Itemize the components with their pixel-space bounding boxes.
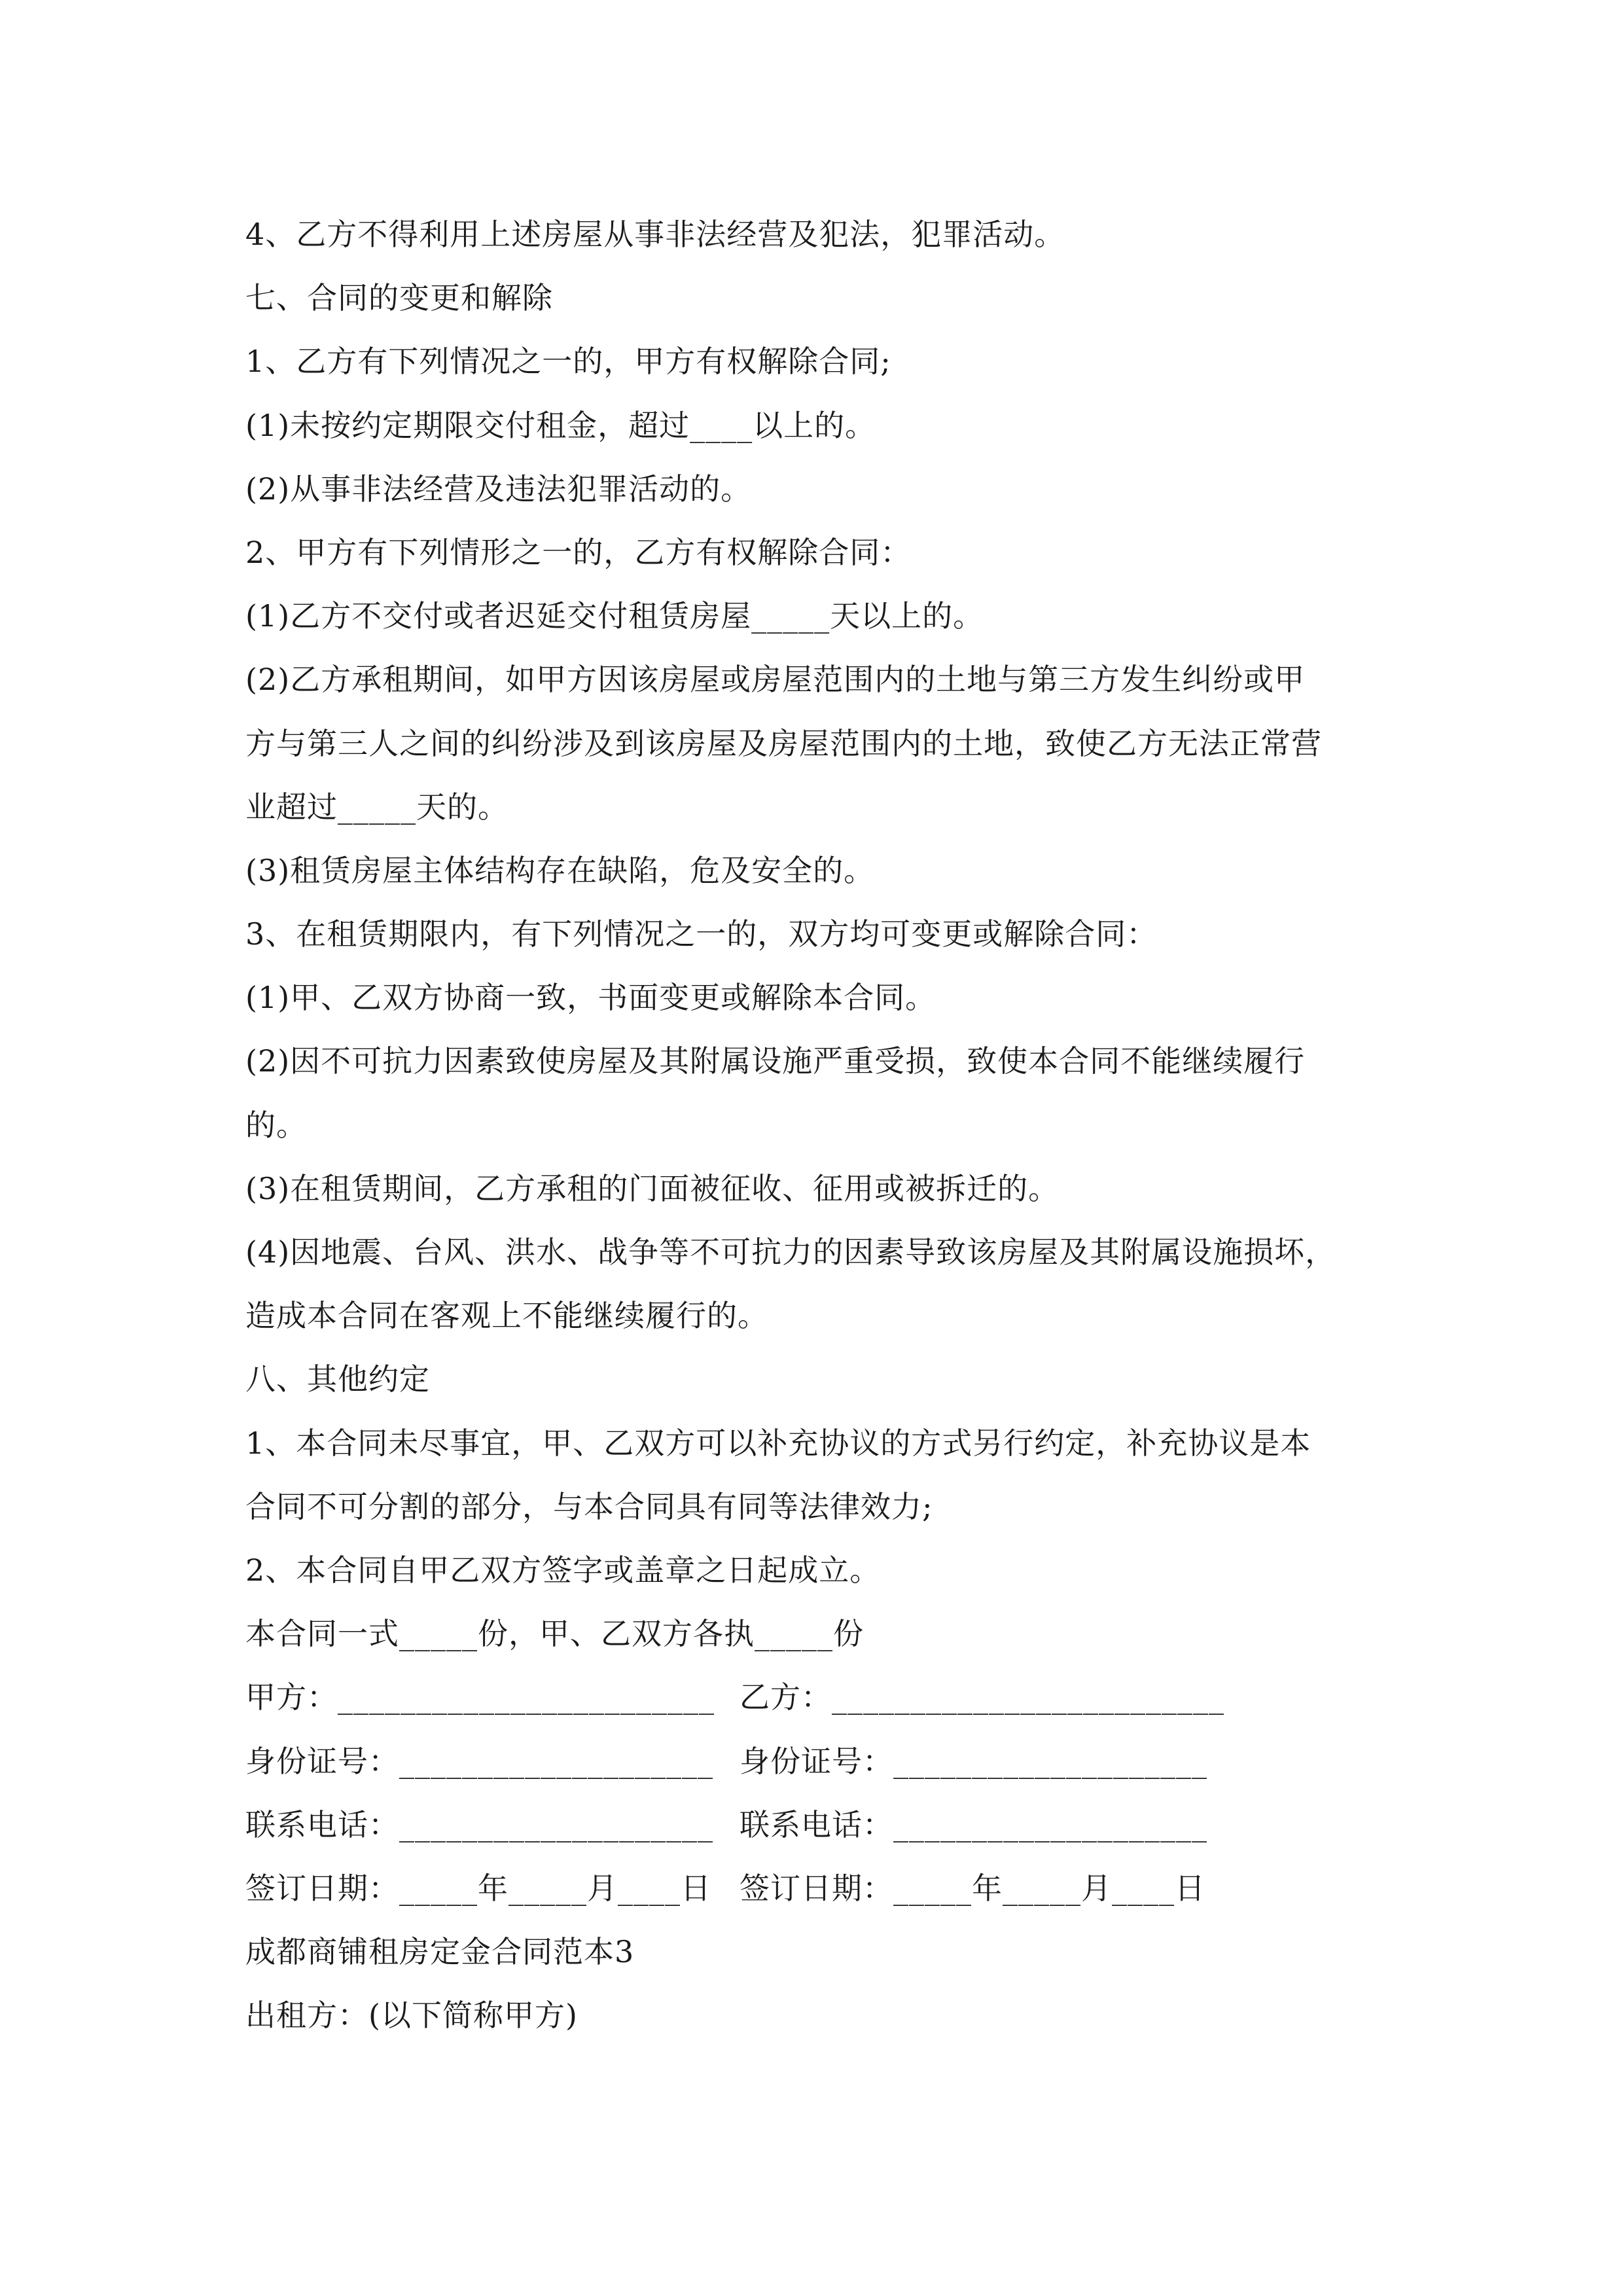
clause-paragraph: (4)因地震、台风、洪水、战争等不可抗力的因素导致该房屋及其附属设施损坏， [245,1234,1336,1270]
clause-paragraph: 1、乙方有下列情况之一的，甲方有权解除合同; [245,344,891,380]
lessor-line: 出租方：(以下简称甲方) [245,1998,578,2034]
clause-paragraph: (1)乙方不交付或者迟延交付租赁房屋_____天以上的。 [245,598,984,634]
clause-paragraph: (2)乙方承租期间，如甲方因该房屋或房屋范围内的土地与第三方发生纠纷或甲 [245,662,1306,698]
party-b-phone: 联系电话：____________________ [740,1806,1207,1842]
signature-row-id [245,1730,1384,1793]
clause-paragraph: 业超过_____天的。 [245,789,508,825]
clause-paragraph: (2)因不可抗力因素致使房屋及其附属设施严重受损，致使本合同不能继续履行 [245,1043,1306,1079]
section-8-heading: 八、其他约定 [245,1361,430,1397]
party-b-sign-date: 签订日期：_____年_____月____日 [740,1870,1205,1906]
next-contract-title: 成都商铺租房定金合同范本3 [245,1934,635,1970]
signature-row-phone [245,1793,1384,1857]
clause-paragraph: 1、本合同未尽事宜，甲、乙双方可以补充协议的方式另行约定，补充协议是本 [245,1425,1311,1461]
signature-row-party [245,1666,1384,1729]
clause-paragraph: 造成本合同在客观上不能继续履行的。 [245,1298,768,1334]
clause-4-paragraph: 4、乙方不得利用上述房屋从事非法经营及犯法，犯罪活动。 [245,217,1065,252]
party-a-phone: 联系电话：____________________ [245,1806,713,1842]
copies-paragraph: 本合同一式_____份，甲、乙双方各执_____份 [245,1616,864,1652]
party-a-sign-date: 签订日期：_____年_____月____日 [245,1870,711,1906]
clause-paragraph: 3、在租赁期限内，有下列情况之一的，双方均可变更或解除合同： [245,916,1158,952]
party-b-signature: 乙方：_________________________ [740,1679,1224,1715]
party-a-signature: 甲方：________________________ [245,1679,715,1715]
clause-paragraph: (3)在租赁期间，乙方承租的门面被征收、征用或被拆迁的。 [245,1170,1060,1206]
clause-paragraph: 的。 [245,1107,307,1143]
document-body [245,203,1384,2047]
party-b-id-number: 身份证号：____________________ [740,1743,1207,1779]
section-7-heading: 七、合同的变更和解除 [245,280,553,316]
clause-paragraph: 合同不可分割的部分，与本合同具有同等法律效力; [245,1488,933,1524]
clause-paragraph: (3)租赁房屋主体结构存在缺陷，危及安全的。 [245,852,875,888]
clause-paragraph: (2)从事非法经营及违法犯罪活动的。 [245,471,752,507]
clause-paragraph: 方与第三人之间的纠纷涉及到该房屋及房屋范围内的土地，致使乙方无法正常营 [245,725,1322,761]
clause-paragraph: (1)未按约定期限交付租金，超过____以上的。 [245,407,876,443]
party-a-id-number: 身份证号：____________________ [245,1743,713,1779]
clause-paragraph: 2、甲方有下列情形之一的，乙方有权解除合同： [245,534,912,570]
clause-paragraph: (1)甲、乙双方协商一致，书面变更或解除本合同。 [245,980,936,1016]
signature-row-date [245,1857,1384,1920]
clause-paragraph: 2、本合同自甲乙双方签字或盖章之日起成立。 [245,1552,881,1588]
